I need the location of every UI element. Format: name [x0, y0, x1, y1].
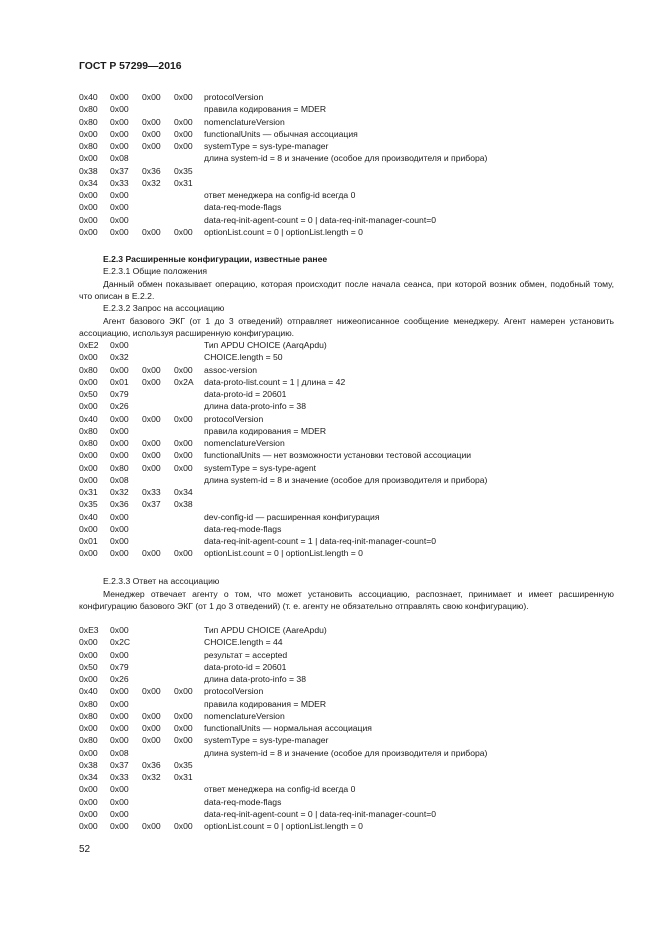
table-row [79, 486, 619, 498]
table-row [79, 535, 619, 547]
table-row [79, 400, 619, 412]
table-row [79, 796, 619, 808]
table-row [79, 413, 619, 425]
hex-byte: 0x40 [79, 413, 98, 424]
hex-byte: 0x32 [110, 352, 129, 363]
hex-byte: 0x33 [142, 487, 161, 497]
hex-byte: 0x79 [110, 389, 129, 399]
hex-byte: 0xE3 [79, 625, 99, 635]
hex-byte: 0x26 [110, 401, 129, 412]
page-header: ГОСТ Р 57299—2016 [79, 61, 182, 72]
hex-byte: 0x80 [79, 710, 98, 721]
hex-byte: 0x33 [110, 177, 129, 188]
hex-byte: 0x00 [110, 104, 129, 115]
hex-byte: 0x00 [79, 649, 98, 660]
hex-byte: 0x00 [142, 710, 161, 721]
apdu-table-manager-response [79, 91, 619, 238]
hex-byte: 0x00 [142, 462, 161, 473]
field-description: data-proto-list.count = 1 | длина = 42 [204, 376, 346, 387]
table-row [79, 177, 619, 189]
hex-byte: 0x00 [174, 462, 193, 473]
field-description: protocolVersion [204, 92, 264, 102]
field-description: dev-config-id — расширенная конфигурация [204, 511, 380, 522]
hex-byte: 0x00 [110, 784, 129, 795]
hex-byte: 0x01 [79, 536, 98, 546]
hex-byte: 0x00 [110, 214, 129, 225]
field-description: data-req-mode-flags [204, 796, 282, 807]
hex-byte: 0x00 [110, 523, 129, 534]
page-number: 52 [79, 844, 91, 855]
hex-byte: 0x00 [174, 735, 193, 746]
hex-byte: 0x31 [79, 487, 98, 497]
hex-byte: 0x32 [142, 177, 161, 188]
table-row [79, 91, 619, 103]
section-title: E.2.3 Расширенные конфигурации, известные ранее [103, 254, 328, 264]
field-description: Тип APDU CHOICE (AareApdu) [204, 625, 327, 635]
table-row [79, 339, 619, 351]
hex-byte: 0x32 [142, 772, 161, 782]
hex-byte: 0x80 [79, 425, 98, 436]
hex-byte: 0x38 [79, 165, 98, 176]
table-row [79, 388, 619, 400]
hex-byte: 0x01 [110, 376, 129, 387]
table-row [79, 808, 619, 820]
hex-byte: 0x79 [110, 661, 129, 672]
hex-byte: 0x37 [110, 165, 129, 176]
hex-byte: 0x37 [110, 759, 129, 770]
hex-byte: 0x00 [110, 808, 129, 819]
hex-byte: 0x33 [110, 772, 129, 782]
table-row [79, 498, 619, 510]
hex-byte: 0x00 [142, 376, 161, 387]
table-row [79, 474, 619, 486]
field-description: protocolVersion [204, 686, 264, 697]
apdu-table-association-response [79, 624, 619, 832]
hex-byte: 0x00 [110, 340, 129, 350]
hex-byte: 0x00 [110, 625, 129, 635]
hex-byte: 0x40 [79, 686, 98, 697]
table-row [79, 165, 619, 177]
hex-byte: 0x00 [110, 723, 129, 733]
hex-byte: 0x80 [79, 698, 98, 709]
hex-byte: 0x80 [79, 104, 98, 115]
field-description: длина data-proto-info = 38 [204, 401, 306, 412]
hex-byte: 0x00 [142, 92, 161, 102]
hex-byte: 0x35 [79, 499, 98, 510]
hex-byte: 0x34 [79, 177, 98, 188]
hex-byte: 0x00 [79, 352, 98, 363]
field-description: длина system-id = 8 и значение (особое для производителя и прибора) [204, 747, 488, 758]
subsection-title: Е.2.3.2 Запрос на ассоциацию [103, 303, 225, 313]
table-row [79, 140, 619, 152]
field-description: data-req-init-agent-count = 0 | data-req-init-manager-count=0 [204, 808, 437, 819]
hex-byte: 0x00 [110, 649, 129, 660]
table-row [79, 511, 619, 523]
hex-byte: 0x00 [79, 462, 98, 473]
table-row [79, 747, 619, 759]
table-row [79, 661, 619, 673]
hex-byte: 0x00 [174, 450, 193, 461]
field-description: protocolVersion [204, 413, 264, 424]
field-description: CHOICE.length = 44 [204, 637, 283, 648]
hex-byte: 0x00 [79, 723, 98, 733]
field-description: data-req-mode-flags [204, 202, 282, 213]
hex-byte: 0x00 [142, 438, 161, 448]
hex-byte: 0x00 [110, 202, 129, 213]
field-description: Тип APDU CHOICE (AarqApdu) [204, 340, 327, 350]
hex-byte: 0x00 [79, 450, 98, 461]
hex-byte: 0x00 [79, 401, 98, 412]
hex-byte: 0x00 [79, 796, 98, 807]
hex-byte: 0x00 [110, 450, 129, 461]
field-description: CHOICE.length = 50 [204, 352, 283, 363]
hex-byte: 0x00 [174, 723, 193, 733]
table-row [79, 201, 619, 213]
hex-byte: 0x50 [79, 389, 98, 399]
field-description: systemType = sys-type-agent [204, 462, 317, 473]
hex-byte: 0x80 [79, 116, 98, 127]
hex-byte: 0x00 [79, 747, 98, 758]
table-row [79, 685, 619, 697]
table-row [79, 152, 619, 164]
table-row [79, 364, 619, 376]
hex-byte: 0x00 [142, 735, 161, 746]
hex-byte: 0x00 [142, 686, 161, 697]
table-row [79, 226, 619, 238]
hex-byte: 0x00 [142, 141, 161, 151]
hex-byte: 0x00 [79, 376, 98, 387]
hex-byte: 0x00 [110, 821, 129, 831]
table-row [79, 820, 619, 832]
hex-byte: 0x00 [110, 536, 129, 546]
hex-byte: 0x00 [174, 92, 193, 102]
field-description: optionList.count = 0 | optionList.length = 0 [204, 226, 363, 237]
hex-byte: 0x08 [110, 747, 129, 758]
hex-byte: 0x00 [142, 450, 161, 461]
hex-byte: 0x31 [174, 772, 193, 782]
hex-byte: 0x00 [174, 821, 193, 831]
field-description: systemType = sys-type-manager [204, 735, 329, 746]
hex-byte: 0x00 [142, 226, 161, 237]
hex-byte: 0x00 [174, 686, 193, 697]
apdu-table-association-request [79, 339, 619, 560]
table-row [79, 636, 619, 648]
hex-byte: 0x00 [174, 548, 193, 559]
hex-byte: 0x00 [79, 637, 98, 648]
field-description: результат = accepted [204, 649, 288, 660]
hex-byte: 0x00 [110, 735, 129, 746]
field-description: functionalUnits — нет возможности установки тестовой ассоциации [204, 450, 472, 461]
hex-byte: 0x00 [79, 128, 98, 139]
hex-byte: 0x36 [142, 759, 161, 770]
table-row [79, 710, 619, 722]
field-description: optionList.count = 0 | optionList.length = 0 [204, 821, 363, 831]
table-row [79, 437, 619, 449]
hex-byte: 0x80 [110, 462, 129, 473]
hex-byte: 0x00 [110, 116, 129, 127]
table-row [79, 698, 619, 710]
hex-byte: 0x80 [79, 438, 98, 448]
hex-byte: 0x00 [79, 808, 98, 819]
hex-byte: 0x40 [79, 511, 98, 522]
table-row [79, 116, 619, 128]
field-description: assoc-version [204, 364, 258, 375]
field-description: data-req-init-agent-count = 1 | data-req-init-manager-count=0 [204, 536, 437, 546]
table-row [79, 523, 619, 535]
hex-byte: 0x08 [110, 153, 129, 164]
hex-byte: 0x80 [79, 141, 98, 151]
hex-byte: 0x00 [142, 548, 161, 559]
hex-byte: 0x00 [110, 425, 129, 436]
paragraph: Менеджер отвечает агенту о том, что может установить ассоциацию, распознает, принимает и имеет расширенную конфигурацию базового ЭКГ (от 1 до 3 отведений) (т. е. агенту не обязательно отправлять свою конфигурацию). [79, 588, 614, 611]
field-description: nomenclatureVersion [204, 438, 285, 448]
table-row [79, 462, 619, 474]
hex-byte: 0x36 [142, 165, 161, 176]
table-row [79, 771, 619, 783]
hex-byte: 0x36 [110, 499, 129, 510]
table-row [79, 722, 619, 734]
hex-byte: 0x00 [174, 116, 193, 127]
hex-byte: 0x00 [110, 511, 129, 522]
hex-byte: 0x31 [174, 177, 193, 188]
hex-byte: 0x00 [79, 214, 98, 225]
table-row [79, 214, 619, 226]
hex-byte: 0x00 [79, 190, 98, 200]
hex-byte: 0x00 [79, 226, 98, 237]
hex-byte: 0x00 [79, 548, 98, 559]
hex-byte: 0x00 [142, 128, 161, 139]
subsection-title: Е.2.3.1 Общие положения [103, 266, 208, 276]
hex-byte: 0x00 [79, 784, 98, 795]
hex-byte: 0x37 [142, 499, 161, 510]
field-description: ответ менеджера на config-id всегда 0 [204, 190, 356, 200]
hex-byte: 0x00 [174, 413, 193, 424]
table-row [79, 783, 619, 795]
hex-byte: 0x00 [142, 364, 161, 375]
field-description: systemType = sys-type-manager [204, 141, 329, 151]
field-description: data-proto-id = 20601 [204, 661, 287, 672]
field-description: длина system-id = 8 и значение (особое для производителя и прибора) [204, 153, 488, 164]
hex-byte: 0x00 [142, 821, 161, 831]
field-description: data-req-mode-flags [204, 523, 282, 534]
hex-byte: 0x00 [110, 413, 129, 424]
hex-byte: 0x40 [79, 92, 98, 102]
hex-byte: 0x34 [174, 487, 193, 497]
hex-byte: 0x00 [79, 821, 98, 831]
hex-byte: 0x00 [174, 710, 193, 721]
hex-byte: 0x00 [79, 202, 98, 213]
hex-byte: 0x00 [174, 364, 193, 375]
hex-byte: 0x00 [174, 141, 193, 151]
table-row [79, 189, 619, 201]
field-description: data-req-init-agent-count = 0 | data-req-init-manager-count=0 [204, 214, 437, 225]
hex-byte: 0x00 [110, 190, 129, 200]
table-row [79, 649, 619, 661]
hex-byte: 0x00 [110, 686, 129, 697]
field-description: правила кодирования = MDER [204, 104, 327, 115]
hex-byte: 0x35 [174, 165, 193, 176]
table-row [79, 734, 619, 746]
field-description: functionalUnits — обычная ассоциация [204, 128, 358, 139]
hex-byte: 0x00 [110, 548, 129, 559]
field-description: data-proto-id = 20601 [204, 389, 287, 399]
subsection-title: Е.2.3.3 Ответ на ассоциацию [103, 576, 220, 586]
field-description: functionalUnits — нормальная ассоциация [204, 723, 372, 733]
hex-byte: 0x00 [174, 128, 193, 139]
hex-byte: 0x08 [110, 474, 129, 485]
hex-byte: 0x80 [79, 364, 98, 375]
table-row [79, 376, 619, 388]
table-row [79, 759, 619, 771]
table-row [79, 128, 619, 140]
table-row [79, 673, 619, 685]
field-description: optionList.count = 0 | optionList.length = 0 [204, 548, 363, 559]
hex-byte: 0x00 [110, 226, 129, 237]
hex-byte: 0x80 [79, 735, 98, 746]
hex-byte: 0x38 [79, 759, 98, 770]
table-row [79, 425, 619, 437]
table-row [79, 547, 619, 559]
hex-byte: 0x00 [110, 698, 129, 709]
hex-byte: 0x2A [174, 376, 194, 387]
hex-byte: 0x00 [110, 364, 129, 375]
hex-byte: 0x00 [174, 226, 193, 237]
table-row [79, 449, 619, 461]
hex-byte: 0x34 [79, 772, 98, 782]
hex-byte: 0x00 [110, 128, 129, 139]
field-description: nomenclatureVersion [204, 116, 285, 127]
hex-byte: 0x00 [110, 92, 129, 102]
hex-byte: 0x00 [110, 438, 129, 448]
table-row [79, 624, 619, 636]
hex-byte: 0xE2 [79, 340, 99, 350]
hex-byte: 0x00 [142, 116, 161, 127]
paragraph: Данный обмен показывает операцию, которая происходит после начала сеанса, при которой возник обмен, подобный тому, что описан в Е.2.2. [79, 278, 614, 301]
hex-byte: 0x00 [174, 438, 193, 448]
hex-byte: 0x26 [110, 674, 129, 684]
hex-byte: 0x00 [142, 723, 161, 733]
paragraph: Агент базового ЭКГ (от 1 до 3 отведений) отправляет нижеописанное сообщение менеджеру. Агент намерен установить ассоциацию, используя расширенную конфигурацию. [79, 315, 614, 338]
hex-byte: 0x00 [79, 474, 98, 485]
table-row [79, 103, 619, 115]
hex-byte: 0x00 [79, 674, 98, 684]
field-description: правила кодирования = MDER [204, 425, 327, 436]
hex-byte: 0x32 [110, 487, 129, 497]
table-row [79, 351, 619, 363]
field-description: nomenclatureVersion [204, 710, 285, 721]
field-description: ответ менеджера на config-id всегда 0 [204, 784, 356, 795]
hex-byte: 0x00 [142, 413, 161, 424]
hex-byte: 0x00 [79, 523, 98, 534]
hex-byte: 0x00 [110, 796, 129, 807]
field-description: длина data-proto-info = 38 [204, 674, 306, 684]
hex-byte: 0x00 [79, 153, 98, 164]
hex-byte: 0x35 [174, 759, 193, 770]
hex-byte: 0x00 [110, 710, 129, 721]
hex-byte: 0x2C [110, 637, 131, 648]
hex-byte: 0x50 [79, 661, 98, 672]
field-description: правила кодирования = MDER [204, 698, 327, 709]
field-description: длина system-id = 8 и значение (особое для производителя и прибора) [204, 474, 488, 485]
hex-byte: 0x00 [110, 141, 129, 151]
hex-byte: 0x38 [174, 499, 193, 510]
